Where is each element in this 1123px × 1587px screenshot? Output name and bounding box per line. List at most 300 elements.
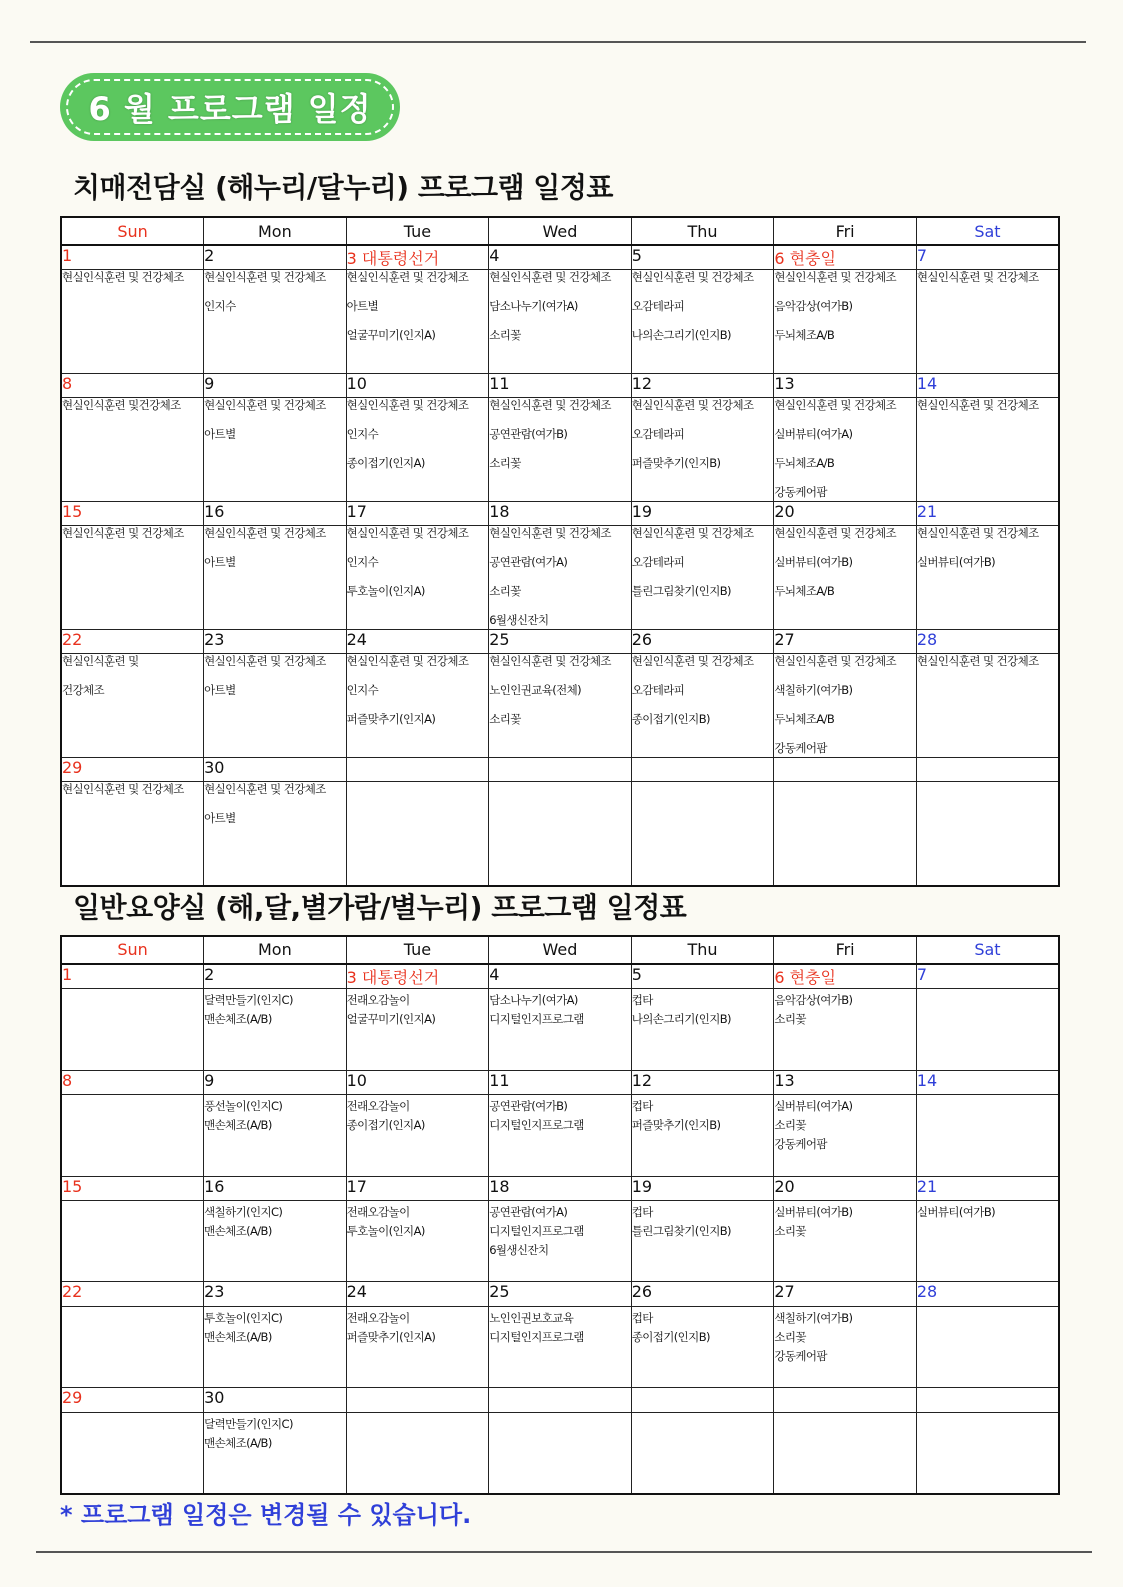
activity-cell (631, 1200, 774, 1282)
activity-cell (631, 1306, 774, 1388)
activity-cell (916, 654, 1059, 758)
activity-cell (489, 1200, 632, 1282)
activity-item: 음악감상(여가B) (774, 992, 853, 1007)
activity-item: 현실인식훈련 및 건강체조 (489, 526, 611, 540)
activity-item: 오감테라피 (631, 555, 685, 569)
activity-item: 인지수 (346, 555, 379, 569)
date-cell (489, 758, 632, 782)
activity-cell (489, 270, 632, 374)
activity-item: 맨손체조(A/B) (204, 1011, 272, 1026)
activity-row (61, 526, 1059, 630)
activity-cell (774, 988, 917, 1070)
activity-cell (489, 398, 632, 502)
activity-cell (204, 1200, 347, 1282)
activity-item: 실버뷰티(여가B) (774, 555, 853, 569)
date-cell: 23 (204, 630, 347, 654)
activity-item: 현실인식훈련 및 건강체조 (631, 654, 754, 668)
activity-item: 현실인식훈련 및 건강체조 (631, 270, 754, 284)
date-cell: 7 (916, 964, 1059, 989)
activity-item: 맨손체조(A/B) (204, 1329, 272, 1344)
date-cell: 15 (61, 1176, 204, 1200)
section2-title: 일반요양실 (해,달,별가람/별누리) 프로그램 일정표 (73, 891, 687, 924)
activity-cell (489, 782, 632, 886)
activity-cell (774, 1306, 917, 1388)
date-cell: 28 (916, 1282, 1059, 1306)
activity-row (61, 782, 1059, 886)
weekday-header: Sun (61, 936, 204, 964)
activity-item: 노인인권보호교육 (489, 1310, 574, 1325)
activity-row (61, 1200, 1059, 1282)
date-cell: 6 현충일 (774, 245, 917, 270)
activity-item: 현실인식훈련 및 건강체조 (346, 654, 469, 668)
activity-item: 강동케어팜 (774, 741, 827, 755)
activity-cell (61, 988, 204, 1070)
activity-item: 공연관람(여가B) (489, 1098, 568, 1113)
activity-item: 틀린그림찾기(인지B) (631, 1223, 731, 1238)
activity-item: 공연관람(여가A) (489, 555, 568, 569)
date-cell: 10 (346, 374, 489, 398)
activity-item: 두뇌체조A/B (774, 584, 835, 598)
month-badge (60, 73, 400, 141)
general-care-schedule-table (60, 935, 1060, 1495)
activity-item: 현실인식훈련 및 건강체조 (631, 526, 754, 540)
weekday-header: Sat (916, 217, 1059, 245)
activity-item: 맨손체조(A/B) (204, 1117, 272, 1132)
activity-cell (916, 1306, 1059, 1388)
activity-item: 소리꽃 (774, 1329, 806, 1344)
activity-item: 현실인식훈련 및 건강체조 (916, 654, 1039, 668)
date-cell: 17 (346, 1176, 489, 1200)
activity-cell (631, 526, 774, 630)
activity-cell (61, 1306, 204, 1388)
activity-item: 인지수 (204, 299, 236, 313)
date-cell: 24 (346, 630, 489, 654)
activity-item: 컵타 (631, 1310, 653, 1325)
section1-title: 치매전담실 (해누리/달누리) 프로그램 일정표 (73, 171, 613, 204)
date-cell: 12 (631, 374, 774, 398)
activity-item: 공연관람(여가A) (489, 1204, 568, 1219)
activity-item: 전래오감놀이 (346, 992, 410, 1007)
activity-cell (346, 1094, 489, 1176)
activity-item: 투호놀이(인지C) (204, 1310, 283, 1325)
activity-item: 현실인식훈련 및 건강체조 (631, 398, 754, 412)
activity-item: 오감테라피 (631, 683, 685, 697)
activity-item: 디지털인지프로그램 (489, 1329, 584, 1344)
date-cell: 29 (61, 1388, 204, 1412)
activity-item: 건강체조 (62, 683, 105, 697)
date-cell: 25 (489, 1282, 632, 1306)
activity-item: 현실인식훈련 및 건강체조 (62, 782, 184, 796)
dementia-unit-schedule-table (60, 216, 1060, 887)
activity-cell (631, 654, 774, 758)
activity-cell (631, 988, 774, 1070)
date-row (61, 1282, 1059, 1306)
activity-cell (204, 270, 347, 374)
activity-cell (204, 526, 347, 630)
date-row (61, 1176, 1059, 1200)
activity-item: 두뇌체조A/B (774, 328, 835, 342)
activity-item: 담소나누기(여가A) (489, 299, 578, 313)
date-cell: 14 (916, 374, 1059, 398)
activity-cell (61, 1094, 204, 1176)
date-row (61, 1388, 1059, 1412)
activity-item: 컵타 (631, 992, 653, 1007)
activity-cell (916, 398, 1059, 502)
activity-cell (631, 782, 774, 886)
date-cell: 2 (204, 245, 347, 270)
activity-cell (61, 526, 204, 630)
activity-item: 나의손그리기(인지B) (631, 328, 731, 342)
date-cell: 27 (774, 630, 917, 654)
date-cell: 22 (61, 1282, 204, 1306)
date-cell: 19 (631, 502, 774, 526)
weekday-header: Thu (631, 936, 774, 964)
activity-cell (489, 1094, 632, 1176)
activity-cell (204, 1412, 347, 1494)
activity-cell (916, 270, 1059, 374)
date-row (61, 1070, 1059, 1094)
weekday-header: Tue (346, 936, 489, 964)
bottom-divider (36, 1551, 1092, 1553)
activity-item: 소리꽃 (489, 328, 521, 342)
activity-cell (916, 988, 1059, 1070)
date-cell: 11 (489, 374, 632, 398)
activity-item: 현실인식훈련 및 건강체조 (204, 270, 326, 284)
date-cell: 5 (631, 245, 774, 270)
date-cell: 20 (774, 502, 917, 526)
date-cell: 3 대통령선거 (346, 245, 489, 270)
activity-item: 6월생신잔치 (489, 1242, 549, 1257)
activity-item: 두뇌체조A/B (774, 456, 835, 470)
date-row (61, 964, 1059, 989)
activity-item: 오감테라피 (631, 427, 685, 441)
activity-cell (346, 782, 489, 886)
activity-item: 퍼즐맞추기(인지B) (631, 1117, 721, 1132)
activity-item: 종이접기(인지A) (346, 1117, 425, 1132)
activity-item: 아트별 (204, 811, 236, 825)
activity-item: 아트별 (346, 299, 379, 313)
activity-row (61, 654, 1059, 758)
date-cell: 30 (204, 758, 347, 782)
weekday-header: Fri (774, 936, 917, 964)
date-cell: 18 (489, 1176, 632, 1200)
activity-item: 공연관람(여가B) (489, 427, 568, 441)
date-cell: 22 (61, 630, 204, 654)
date-cell: 11 (489, 1070, 632, 1094)
activity-cell (61, 1200, 204, 1282)
date-cell: 24 (346, 1282, 489, 1306)
activity-cell (204, 988, 347, 1070)
activity-item: 소리꽃 (489, 456, 521, 470)
activity-item: 맨손체조(A/B) (204, 1223, 272, 1238)
date-cell: 4 (489, 245, 632, 270)
activity-cell (916, 1412, 1059, 1494)
activity-item: 디지털인지프로그램 (489, 1011, 584, 1026)
activity-item: 투호놀이(인지A) (346, 584, 425, 598)
activity-cell (346, 526, 489, 630)
activity-item: 현실인식훈련 및 건강체조 (489, 270, 611, 284)
activity-cell (916, 526, 1059, 630)
date-row (61, 758, 1059, 782)
date-cell: 30 (204, 1388, 347, 1412)
activity-cell (631, 398, 774, 502)
weekday-header: Thu (631, 217, 774, 245)
activity-item: 소리꽃 (774, 1011, 806, 1026)
activity-item: 종이접기(인지A) (346, 456, 425, 470)
date-cell: 14 (916, 1070, 1059, 1094)
activity-item: 소리꽃 (489, 712, 521, 726)
activity-item: 얼굴꾸미기(인지A) (346, 1011, 436, 1026)
date-row (61, 245, 1059, 270)
date-cell: 21 (916, 502, 1059, 526)
date-cell (916, 758, 1059, 782)
activity-item: 아트별 (204, 555, 236, 569)
activity-item: 디지털인지프로그램 (489, 1117, 584, 1132)
activity-item: 퍼즐맞추기(인지B) (631, 456, 721, 470)
activity-item: 투호놀이(인지A) (346, 1223, 425, 1238)
date-cell (774, 758, 917, 782)
date-row (61, 374, 1059, 398)
activity-cell (61, 270, 204, 374)
activity-item: 현실인식훈련 및 건강체조 (916, 270, 1039, 284)
date-row (61, 502, 1059, 526)
activity-cell (774, 654, 917, 758)
weekday-header: Wed (489, 217, 632, 245)
activity-cell (346, 1306, 489, 1388)
activity-cell (774, 270, 917, 374)
activity-item: 음악감상(여가B) (774, 299, 853, 313)
date-cell (346, 1388, 489, 1412)
activity-item: 소리꽃 (774, 1223, 806, 1238)
activity-cell (204, 1306, 347, 1388)
activity-item: 현실인식훈련 및 건강체조 (774, 398, 897, 412)
date-cell: 3 대통령선거 (346, 964, 489, 989)
activity-cell (204, 782, 347, 886)
activity-item: 색칠하기(여가B) (774, 683, 853, 697)
activity-cell (631, 1094, 774, 1176)
activity-row (61, 398, 1059, 502)
date-cell: 8 (61, 1070, 204, 1094)
date-cell: 2 (204, 964, 347, 989)
date-cell: 13 (774, 374, 917, 398)
date-cell: 29 (61, 758, 204, 782)
activity-cell (916, 1200, 1059, 1282)
date-cell: 23 (204, 1282, 347, 1306)
date-cell: 9 (204, 1070, 347, 1094)
date-cell: 15 (61, 502, 204, 526)
activity-cell (916, 782, 1059, 886)
activity-cell (204, 654, 347, 758)
activity-item: 인지수 (346, 683, 379, 697)
date-cell: 13 (774, 1070, 917, 1094)
activity-cell (61, 398, 204, 502)
activity-item: 퍼즐맞추기(인지A) (346, 712, 436, 726)
month-badge-title: 6 월 프로그램 일정 (88, 90, 372, 128)
date-cell (346, 758, 489, 782)
date-cell (774, 1388, 917, 1412)
activity-item: 현실인식훈련 및 (62, 654, 139, 668)
top-divider (30, 41, 1086, 43)
weekday-header: Fri (774, 217, 917, 245)
date-cell: 18 (489, 502, 632, 526)
activity-cell (631, 1412, 774, 1494)
date-cell: 28 (916, 630, 1059, 654)
date-cell: 7 (916, 245, 1059, 270)
activity-item: 맨손체조(A/B) (204, 1435, 272, 1450)
date-cell (916, 1388, 1059, 1412)
activity-cell (489, 654, 632, 758)
activity-item: 현실인식훈련 및 건강체조 (774, 270, 897, 284)
activity-item: 소리꽃 (489, 584, 521, 598)
activity-item: 얼굴꾸미기(인지A) (346, 328, 436, 342)
date-cell: 12 (631, 1070, 774, 1094)
activity-item: 풍선놀이(인지C) (204, 1098, 283, 1113)
activity-item: 강동케어팜 (774, 1136, 827, 1151)
activity-item: 현실인식훈련 및 건강체조 (204, 398, 326, 412)
weekday-header: Sat (916, 936, 1059, 964)
activity-item: 컵타 (631, 1098, 653, 1113)
date-cell: 16 (204, 502, 347, 526)
activity-item: 오감테라피 (631, 299, 685, 313)
activity-cell (204, 1094, 347, 1176)
activity-item: 아트별 (204, 427, 236, 441)
activity-item: 달력만들기(인지C) (204, 992, 293, 1007)
activity-item: 현실인식훈련 및 건강체조 (346, 398, 469, 412)
activity-cell (774, 398, 917, 502)
date-cell (631, 758, 774, 782)
activity-item: 현실인식훈련 및 건강체조 (774, 654, 897, 668)
date-cell: 20 (774, 1176, 917, 1200)
date-cell: 16 (204, 1176, 347, 1200)
activity-item: 실버뷰티(여가B) (774, 1204, 853, 1219)
date-cell: 4 (489, 964, 632, 989)
activity-cell (774, 1200, 917, 1282)
weekday-header-row (61, 936, 1059, 964)
activity-item: 컵타 (631, 1204, 653, 1219)
activity-cell (346, 1200, 489, 1282)
activity-row (61, 1412, 1059, 1494)
date-cell: 17 (346, 502, 489, 526)
activity-item: 전래오감놀이 (346, 1098, 410, 1113)
weekday-header: Wed (489, 936, 632, 964)
weekday-header: Mon (204, 217, 347, 245)
activity-item: 현실인식훈련 및 건강체조 (346, 270, 469, 284)
activity-item: 실버뷰티(여가B) (916, 555, 995, 569)
activity-cell (346, 654, 489, 758)
date-cell: 9 (204, 374, 347, 398)
activity-item: 두뇌체조A/B (774, 712, 835, 726)
date-cell: 26 (631, 1282, 774, 1306)
activity-item: 종이접기(인지B) (631, 712, 710, 726)
activity-item: 인지수 (346, 427, 379, 441)
activity-item: 현실인식훈련 및 건강체조 (62, 270, 184, 284)
activity-item: 나의손그리기(인지B) (631, 1011, 731, 1026)
date-cell: 21 (916, 1176, 1059, 1200)
activity-cell (774, 1412, 917, 1494)
activity-cell (489, 1306, 632, 1388)
schedule-change-footnote: * 프로그램 일정은 변경될 수 있습니다. (60, 1501, 472, 1529)
activity-item: 현실인식훈련 및 건강체조 (489, 654, 611, 668)
activity-item: 전래오감놀이 (346, 1204, 410, 1219)
activity-item: 현실인식훈련 및 건강체조 (916, 398, 1039, 412)
activity-item: 전래오감놀이 (346, 1310, 410, 1325)
activity-item: 현실인식훈련 및 건강체조 (916, 526, 1039, 540)
activity-item: 현실인식훈련 및 건강체조 (204, 654, 326, 668)
activity-item: 퍼즐맞추기(인지A) (346, 1329, 436, 1344)
date-cell: 6 현충일 (774, 964, 917, 989)
activity-row (61, 1306, 1059, 1388)
weekday-header: Tue (346, 217, 489, 245)
date-row (61, 630, 1059, 654)
activity-item: 실버뷰티(여가B) (916, 1204, 995, 1219)
date-cell: 26 (631, 630, 774, 654)
date-cell (631, 1388, 774, 1412)
activity-item: 틀린그림찾기(인지B) (631, 584, 731, 598)
activity-item: 강동케어팜 (774, 1348, 827, 1363)
activity-cell (346, 1412, 489, 1494)
date-cell: 8 (61, 374, 204, 398)
activity-cell (774, 526, 917, 630)
date-cell: 1 (61, 964, 204, 989)
activity-cell (61, 654, 204, 758)
activity-row (61, 270, 1059, 374)
weekday-header-row (61, 217, 1059, 245)
activity-item: 6월생신잔치 (489, 613, 549, 627)
activity-item: 소리꽃 (774, 1117, 806, 1132)
activity-item: 색칠하기(인지C) (204, 1204, 283, 1219)
date-cell (489, 1388, 632, 1412)
activity-item: 현실인식훈련 및 건강체조 (62, 526, 184, 540)
weekday-header: Mon (204, 936, 347, 964)
date-cell: 27 (774, 1282, 917, 1306)
date-cell: 10 (346, 1070, 489, 1094)
activity-cell (346, 988, 489, 1070)
activity-item: 현실인식훈련 및 건강체조 (346, 526, 469, 540)
activity-item: 달력만들기(인지C) (204, 1416, 293, 1431)
activity-cell (346, 270, 489, 374)
activity-cell (61, 782, 204, 886)
date-cell: 19 (631, 1176, 774, 1200)
activity-cell (774, 782, 917, 886)
activity-item: 종이접기(인지B) (631, 1329, 710, 1344)
activity-item: 아트별 (204, 683, 236, 697)
activity-item: 디지털인지프로그램 (489, 1223, 584, 1238)
activity-cell (774, 1094, 917, 1176)
activity-item: 강동케어팜 (774, 485, 827, 499)
activity-item: 현실인식훈련 및건강체조 (62, 398, 181, 412)
activity-item: 담소나누기(여가A) (489, 992, 578, 1007)
activity-row (61, 1094, 1059, 1176)
date-cell: 5 (631, 964, 774, 989)
activity-item: 실버뷰티(여가A) (774, 427, 853, 441)
activity-item: 색칠하기(여가B) (774, 1310, 853, 1325)
activity-item: 현실인식훈련 및 건강체조 (489, 398, 611, 412)
activity-cell (204, 398, 347, 502)
activity-item: 현실인식훈련 및 건강체조 (204, 526, 326, 540)
activity-item: 현실인식훈련 및 건강체조 (774, 526, 897, 540)
weekday-header: Sun (61, 217, 204, 245)
activity-cell (631, 270, 774, 374)
date-cell: 25 (489, 630, 632, 654)
activity-row (61, 988, 1059, 1070)
activity-cell (489, 988, 632, 1070)
activity-cell (489, 1412, 632, 1494)
activity-item: 실버뷰티(여가A) (774, 1098, 853, 1113)
activity-item: 현실인식훈련 및 건강체조 (204, 782, 326, 796)
activity-cell (489, 526, 632, 630)
activity-cell (916, 1094, 1059, 1176)
activity-cell (61, 1412, 204, 1494)
